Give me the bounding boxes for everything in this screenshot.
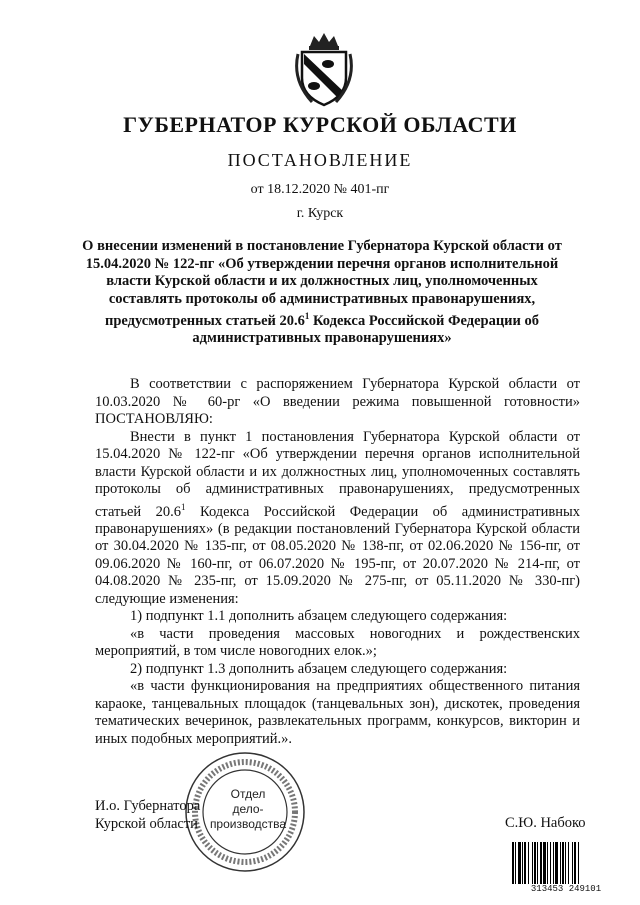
signatory-position-line-2: Курской области — [95, 815, 198, 832]
stamp-line-3: производства — [209, 817, 287, 831]
paragraph-item-2: 2) подпункт 1.3 дополнить абзацем следующего содержания: — [130, 660, 508, 677]
stamp-line-2: дело- — [232, 802, 264, 816]
paragraph-preamble: В соответствии с распоряжением Губернатора Курской области от 10.03.2020 № 60-рг «О введении режима повышенной готовности» ПОСТАНОВЛЯЮ: — [95, 376, 580, 427]
document-type: ПОСТАНОВЛЕНИЕ — [227, 150, 413, 170]
document-date-number: от 18.12.2020 № 401-пг — [250, 182, 390, 197]
heading-text-part2: Кодекса Российской Федерации об административных правонарушениях» — [192, 312, 540, 347]
document-barcode — [510, 842, 622, 884]
paragraph-main-part2: Кодекса Российской Федерации об административных правонарушениях» (в редакции постановлений Губернатора Курской области от 30.04.2020 № 135-пг, от 08.05.2020 № 138-пг, от 02.06.2020 № 156-пг, от 09.06.2020 № 160-пг, от 06.07.2020 № 195-пг, от 20.07.2020 № 214-пг, от 04.08.2020 № 235-пг, от 15.09.2020 № 275-пг, от 05.11.2020 № 330-пг) следующие изменения: — [95, 503, 581, 607]
signatory-position-line-1: И.о. Губернатора — [95, 798, 201, 814]
paragraph-item-1-text: «в части проведения массовых новогодних и рождественских мероприятий, в том числе новогодних елок.»; — [95, 625, 580, 660]
paragraph-main-part1: Внести в пункт 1 постановления Губернатора Курской области от 15.04.2020 № 122-пг «Об утверждении перечня органов исполнительной власти Курской области и их должностных лиц, уполномоченных составлять протоколы об административных правонарушениях, предусмотренных статьей 20.6 — [95, 428, 580, 520]
barcode-number: 313453 249101 — [530, 884, 602, 894]
document-heading — [82, 238, 562, 348]
signatory-name: С.Ю. Набоко — [505, 815, 586, 831]
document-body — [95, 376, 580, 748]
issuer-title: ГУБЕРНАТОР КУРСКОЙ ОБЛАСТИ — [123, 112, 517, 137]
stamp-line-1: Отдел — [230, 787, 266, 801]
paragraph-main-superscript: 1 — [181, 501, 186, 512]
document-city: г. Курск — [296, 206, 344, 221]
coat-of-arms-emblem — [292, 30, 356, 108]
stamp-label — [208, 787, 288, 832]
paragraph-item-2-text: «в части функционирования на предприятиях общественного питания караоке, танцевальных площадок (танцевальных зон), дискотек, проведения тематических вечеринок, развлекательных программ, конкурсов, викторин и иных подобных мероприятий.». — [95, 678, 580, 747]
heading-superscript: 1 — [304, 311, 310, 321]
paragraph-item-1: 1) подпункт 1.1 дополнить абзацем следующего содержания: — [130, 608, 508, 625]
signatory-position — [95, 798, 200, 833]
paragraph-main — [95, 429, 580, 609]
heading-text-part1: О внесении изменений в постановление Губернатора Курской области от 15.04.2020 № 122-пг «Об утверждении перечня органов исполнительной власти Курской области и их должностных лиц, уполномоченных составлять протоколы об административных правонарушениях, предусмотренных статьей 20.6 — [82, 238, 562, 329]
